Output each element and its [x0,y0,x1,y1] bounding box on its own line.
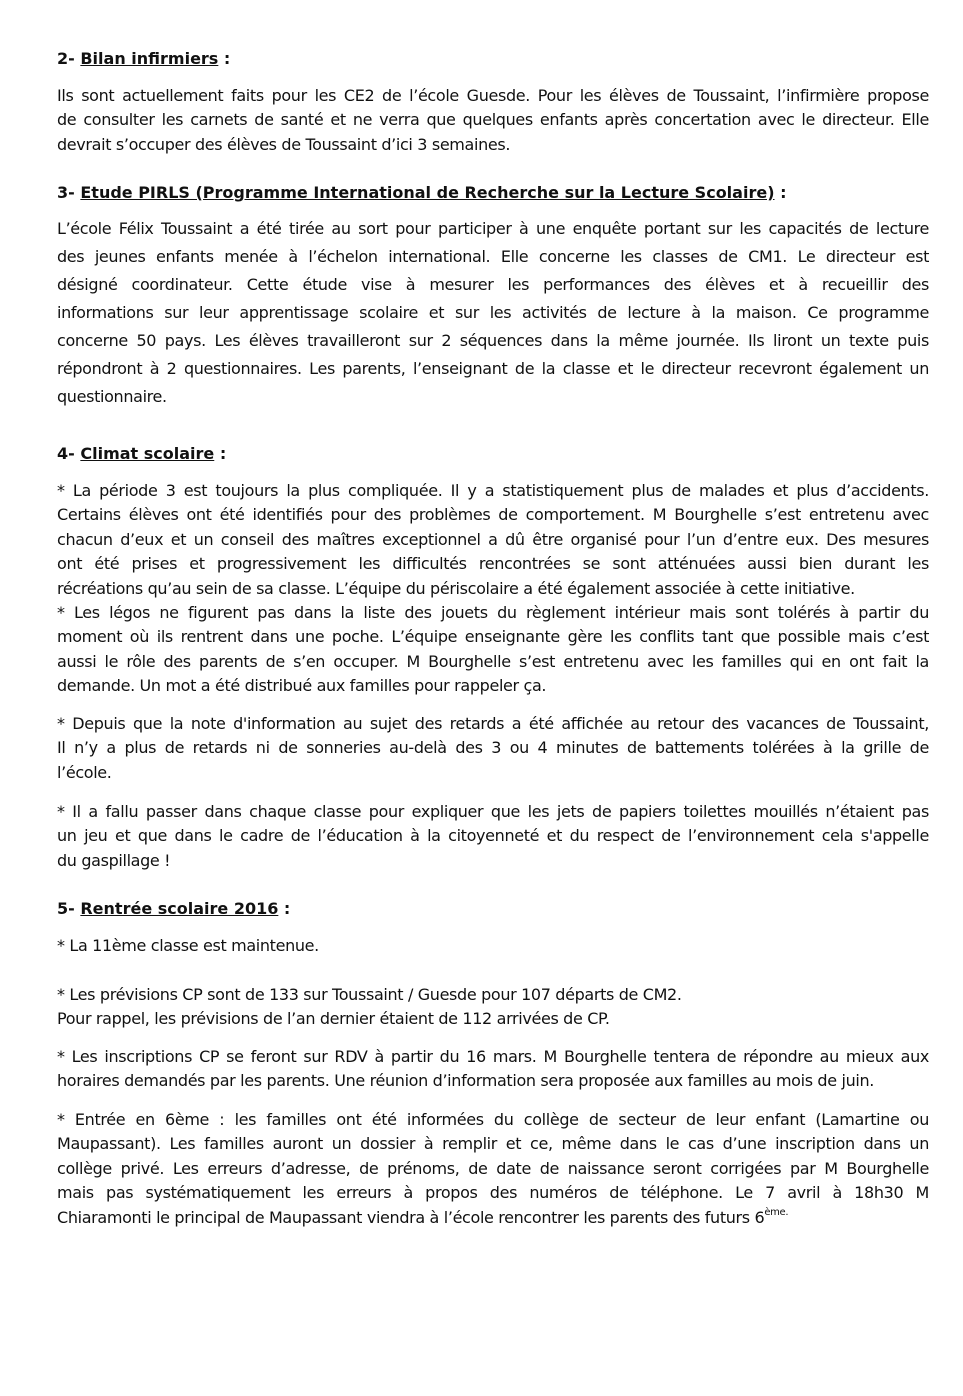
superscript-eme: ème. [764,1206,789,1218]
section-5-heading: 5- Rentrée scolaire 2016 : [57,899,291,918]
section-4-paragraph-3: * Il a fallu passer dans chaque classe pour expliquer que les jets de papiers toilettes mouillés n’étaient pas un jeu et que dans le cadre de l’éducation à la citoyenneté et du respect de l’environnement cela s'appelle du gaspillage ! [57,802,929,870]
section-4-heading: 4- Climat scolaire : [57,444,227,463]
section-4-paragraph-1: * La période 3 est toujours la plus compliquée. Il y a statistiquement plus de malades et plus d’accidents. Certains élèves ont été identifiés pour des problèmes de comportement. M Bourghelle s’est entretenu avec chacun d’eux et un conseil des maîtres exceptionnel a dû être organisé pour l’un d’entre eux. Des mesures ont été prises et progressivement les difficultés rencontrées se sont atténuées aussi bien durant les récréations qu’au sein de sa classe. L’équipe du périscolaire a été également associée à cette initiative. * Les légos ne figurent pas dans la liste des jouets du règlement intérieur mais sont tolérés à partir du moment où ils rentrent dans une poche. L’équipe enseignante gère les conflits tant que possible mais c’est aussi le rôle des parents de s’en occuper. M Bourghelle s’est entretenu avec les familles qui en ont fait la demande. Un mot a été distribué aux familles pour rappeler ça. [57,481,929,696]
section-2-paragraph: Ils sont actuellement faits pour les CE2 de l’école Guesde. Pour les élèves de Toussaint, l’infirmière propose de consulter les carnets de santé et ne verra que quelques enfants après concertation avec le directeur. Elle devrait s’occuper des élèves de Toussaint d’ici 3 semaines. [57,86,929,154]
section-3-paragraph: L’école Félix Toussaint a été tirée au sort pour participer à une enquête portant sur les capacités de lecture des jeunes enfants menée à l’échelon international. Elle concerne les classes de CM1. Le directeur est désigné coordinateur. Cette étude vise à mesurer les performances des élèves et à recueillir des informations sur leur apprentissage scolaire et sur les activités de lecture à la maison. Ce programme concerne 50 pays. Les élèves travailleront sur 2 séquences dans la même journée. Ils liront un texte puis répondront à 2 questionnaires. Les parents, l’enseignant de la classe et le directeur recevront également un questionnaire. [57,219,929,406]
section-5-paragraph-4: * Entrée en 6ème : les familles ont été informées du collège de secteur de leur enfant (Lamartine ou Maupassant). Les familles auront un dossier à remplir et ce, même dans le cas d’une inscription dans un collège privé. Les erreurs d’adresse, de prénoms, de date de naissance seront corrigées par M Bourghelle mais pas systématiquement les erreurs à propos des numéros de téléphone. Le 7 avril à 18h30 M Chiaramonti le principal de Maupassant viendra à l’école rencontrer les parents des futurs $6^{ème.}$ [57,1110,929,1227]
section-3-heading: 3- Etude PIRLS (Programme International de Recherche sur la Lecture Scolaire) : [57,183,787,202]
section-5-title: Rentrée scolaire 2016 [80,899,279,918]
section-5-paragraph-1: * La 11ème classe est maintenue. [57,936,319,955]
section-3-title: Etude PIRLS (Programme International de Recherche sur la Lecture Scolaire) [80,183,775,202]
section-5-paragraph-3: * Les inscriptions CP se feront sur RDV à partir du 16 mars. M Bourghelle tentera de répondre au mieux aux horaires demandés par les parents. Une réunion d’information sera proposée aux familles au mois de juin. [57,1047,929,1091]
section-4-paragraph-2: * Depuis que la note d'information au sujet des retards a été affichée au retour des vacances de Toussaint, Il n’y a plus de retards ni de sonneries au-delà des 3 ou 4 minutes de battements tolérées à la grille de l’école. [57,714,929,782]
section-4-title: Climat scolaire [80,444,215,463]
section-2-title: Bilan infirmiers [80,49,219,68]
section-2-heading: 2- Bilan infirmiers : [57,49,231,68]
section-5-paragraph-2: * Les prévisions CP sont de 133 sur Toussaint / Guesde pour 107 départs de CM2. Pour rappel, les prévisions de l’an dernier étaient de 112 arrivées de CP. [57,985,682,1029]
